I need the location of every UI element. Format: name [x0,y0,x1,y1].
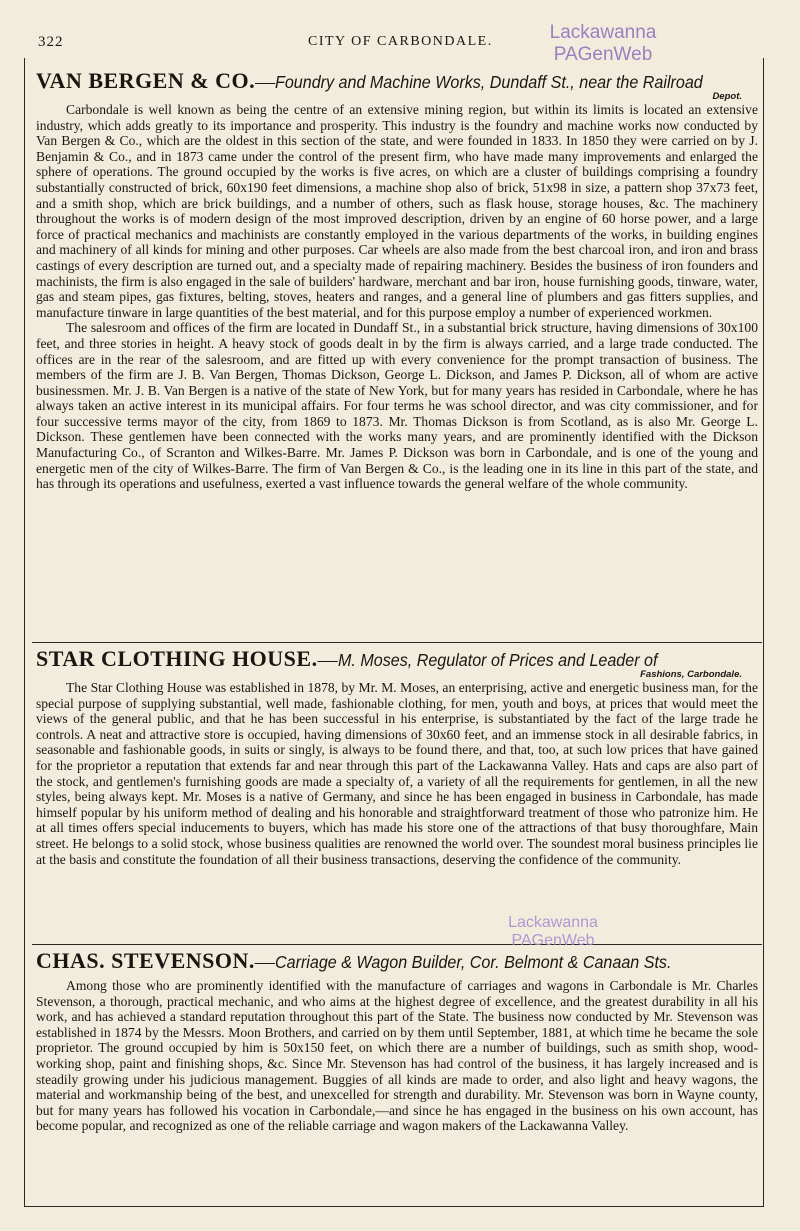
heading-dash: — [254,951,275,973]
section-heading [36,646,758,672]
paragraph: Among those who are prominently identified with the manufacture of carriages and wagons in Carbondale is Mr. Charles Stevenson, a thorough, practical mechanic, and who aims at the highest degree of excellence, and the greatest durability in all his work, and has achieved a standard reputation throughout this part of the State. The business now conducted by Mr. Stevenson was established in 1874 by the Messrs. Moon Brothers, and carried on by them until September, 1881, at which time he became the sole proprietor. The ground occupied by him is 50x150 feet, on which there are a number of buildings, such as smith shop, wood-working shop, paint and finishing shops, &c. Since Mr. Stevenson has had control of the business, it has largely increased and is steadily growing under his judicious management. Buggies of all kinds are made to order, and also light and heavy wagons, the material and workmanship being of the best, and unexcelled for strength and durability. Mr. Stevenson was born in Wayne county, but for many years has followed his vocation in Carbondale,—and since he has engaged in the business on his own account, has become popular, and recognized as one of the reliable carriage and wagon makers of the Lackawanna Valley. [36,978,758,1134]
paragraph: The salesroom and offices of the firm are located in Dundaff St., in a substantial brick structure, having dimensions of 30x100 feet, and three stories in height. A heavy stock of goods dealt in by the firm is always carried, and a large trade conducted. The offices are in the rear of the salesroom, and are fitted up with every convenience for the prompt transaction of business. The members of the firm are J. B. Van Bergen, Thomas Dickson, George L. Dickson, and James P. Dickson, all of whom are active businessmen. Mr. J. B. Van Bergen is a native of the state of New York, but for many years has resided in Carbondale, where he has always taken an active interest in its municipal affairs. For four terms he was school director, and was city commissioner, and for four successive terms mayor of the city, from 1869 to 1873. Mr. Thomas Dickson is from Scotland, as is also Mr. George L. Dickson. These gentlemen have been connected with the works many years, and are prominently identified with the Dickson Manufacturing Co., of Scranton and Wilkes-Barre. Mr. James P. Dickson was born in Carbondale, and is one of the young and energetic men of the city of Wilkes-Barre. The firm of Van Bergen & Co., is the leading one in its line in this part of the state, and has through its operations and usefulness, exerted a vast influence towards the general welfare of the whole community. [36,320,758,492]
paragraph: The Star Clothing House was established in 1878, by Mr. M. Moses, an enterprising, active and energetic business man, for the special purpose of supplying substantial, well made, fashionable clothing, for men, youth and boys, at prices that would meet the views of the general public, and that he has been successful in his enterprise, is substantiated by the fact of the large trade he controls. A neat and attractive store is occupied, having dimensions of 30x60 feet, and an immense stock in all desirable fabrics, in seasonable and fashionable goods, in suits or singly, is always to be found there, and that, too, at such low prices that have gained for the proprietor a reputation that extends far and near through this part of the Lackawanna Valley. Hats and caps are also part of the stock, and gentlemen's furnishing goods are made a specialty of, a variety of all the requirements for gentlemen, in all the new styles, being always kept. Mr. Moses is a native of Germany, and since he has been engaged in business in Carbondale, has made himself popular by his uniform method of dealing and his honorable and straightforward treatment of those who patronize him. He at all times offers special inducements to buyers, which has made his store one of the attractions of that busy thoroughfare, Main street. He belongs to a solid stock, whose business qualities are renowned the world over. The soundest moral business principles lie at the basis and constitute the foundation of all their business transactions, deserving the confidence of the community. [36,680,758,867]
watermark-line: Lackawanna [549,22,657,43]
page-number: 322 [38,34,64,50]
watermark-top [528,22,678,66]
paragraph: Carbondale is well known as being the centre of an extensive mining region, but within its limits is located an extensive industry, which adds greatly to its importance and prosperity. This industry is the foundry and machine works now conducted by Van Bergen & Co., which are the oldest in this section of the state, and were founded in 1833. In 1850 they were carried on by J. Benjamin & Co., and in 1873 came under the control of the present firm, who have made many improvements and enlarged the sphere of operations. The ground occupied by the works is five acres, on which are a cluster of buildings comprising a foundry substantially constructed of brick, 60x190 feet dimensions, a machine shop also of brick, 51x98 in size, a pattern shop 37x73 feet, and a smith shop, which are brick buildings, and a number of others, such as flask house, storage houses, &c. The machinery throughout the works is of modern design of the most improved description, driven by an engine of 60 horse power, and a large force of practical mechanics and machinists are constantly employed in the various departments of the works, in building engines and machinery of all kinds for mining and other purposes. Car wheels are also made from the best charcoal iron, and iron and brass castings of every description are turned out, and a specialty made of repairing machinery. Besides the business of iron founders and machinists, the firm is also engaged in the sale of builders' hardware, merchant and bar iron, house furnishing goods, tinware, water, gas and steam pipes, gas fixtures, belting, stoves, heaters and ranges, and a general line of plumbers and gas fitters supplies, and manufacture tinware in large quantities of the best material, and for this purpose employ a number of experienced workmen. [36,102,758,320]
heading-dash: — [255,71,276,93]
watermark-line: PAGenWeb [511,932,595,949]
section-star-clothing [36,646,758,867]
section-van-bergen [36,68,758,492]
firm-name: CHAS. STEVENSON. [36,948,255,973]
section-heading [36,948,758,974]
watermark-line: Lackawanna [508,914,598,931]
section-divider [32,944,762,945]
firm-description: Foundry and Machine Works, Dundaff St., near the Railroad [275,72,703,92]
watermark-line: PAGenWeb [553,44,653,65]
section-chas-stevenson [36,948,758,1134]
watermark-middle [478,914,628,950]
firm-name: VAN BERGEN & CO. [36,68,256,93]
running-title: CITY OF CARBONDALE. [308,34,493,49]
firm-name: STAR CLOTHING HOUSE. [36,646,318,671]
heading-dash: — [317,649,338,671]
firm-description: Carriage & Wagon Builder, Cor. Belmont & Canaan Sts. [274,952,672,972]
section-divider [32,642,762,643]
section-heading [36,68,758,94]
firm-description-tail: Depot. [712,91,742,102]
firm-description-tail: Fashions, Carbondale. [640,669,742,680]
firm-description: M. Moses, Regulator of Prices and Leader of [337,650,658,670]
